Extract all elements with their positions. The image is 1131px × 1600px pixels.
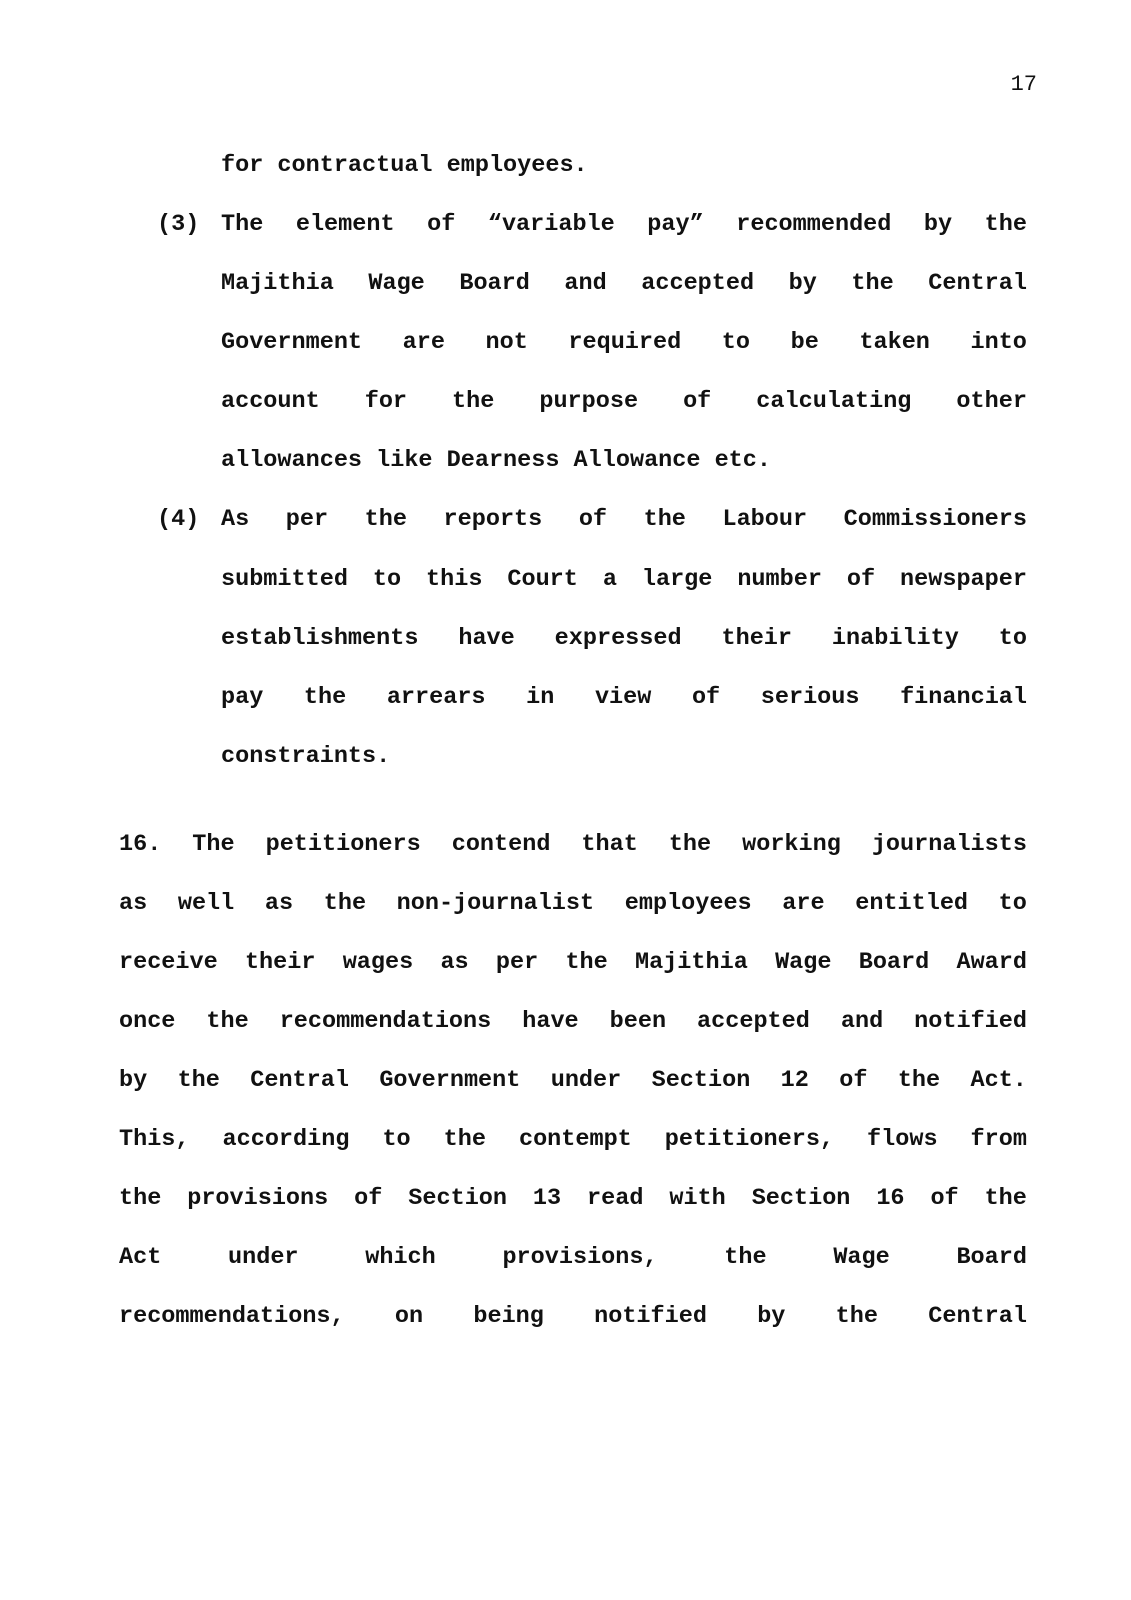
word: the <box>851 270 894 297</box>
word: notified <box>914 1008 1027 1035</box>
word: pay <box>221 684 264 711</box>
word: in <box>526 684 555 711</box>
word: are <box>782 890 825 917</box>
word: the <box>835 1303 878 1330</box>
word: once <box>119 1008 176 1035</box>
word: view <box>594 684 652 711</box>
word: well <box>177 890 235 917</box>
word: their <box>721 625 793 652</box>
word: Court <box>507 566 578 593</box>
word: the <box>897 1067 941 1094</box>
word: contend <box>451 831 551 858</box>
word: the <box>177 1067 220 1094</box>
word: Section <box>651 1067 751 1094</box>
paragraph-16-line <box>119 1184 1027 1214</box>
word: to <box>382 1126 411 1153</box>
word: non-journalist <box>396 890 595 917</box>
word: Section <box>408 1185 507 1212</box>
word: entitled <box>855 890 969 917</box>
word: the <box>452 388 495 415</box>
word: 16. <box>119 831 162 858</box>
word: wages <box>342 949 414 976</box>
word: employees <box>624 890 752 917</box>
word: of <box>683 388 712 415</box>
word: the <box>565 949 608 976</box>
list-item-4-line <box>221 683 1027 713</box>
word: expressed <box>554 625 682 652</box>
word: Commissioners <box>843 506 1027 533</box>
word: Central <box>250 1067 349 1094</box>
word: recommendations <box>279 1008 492 1035</box>
word: into <box>970 329 1027 356</box>
word: Majithia <box>221 270 334 297</box>
word: the <box>206 1008 249 1035</box>
word: Board <box>459 270 530 297</box>
list-continuation-line: for contractual employees. <box>221 152 588 179</box>
list-item-4-line <box>221 565 1027 595</box>
word: required <box>568 329 682 356</box>
word: accepted <box>641 270 755 297</box>
word: establishments <box>221 625 419 652</box>
word: to <box>721 329 751 356</box>
word: for <box>364 388 408 415</box>
word: the <box>643 506 686 533</box>
paragraph-16-line <box>119 948 1027 978</box>
paragraph-16-line <box>119 830 1027 860</box>
word: this <box>426 566 483 593</box>
word: are <box>402 329 445 356</box>
word: financial <box>900 684 1027 711</box>
word: have <box>458 625 515 652</box>
word: Majithia <box>635 949 748 976</box>
word: This, <box>119 1126 190 1153</box>
word: not <box>485 329 528 356</box>
page-number: 17 <box>1010 72 1037 97</box>
word: petitioners <box>265 831 421 858</box>
paragraph-16-line <box>119 1007 1027 1037</box>
word: and <box>564 270 607 297</box>
word: Central <box>928 1303 1027 1330</box>
word: element <box>295 211 395 238</box>
word: Board <box>956 1244 1027 1271</box>
word: of <box>578 506 608 533</box>
word: Act <box>119 1244 162 1271</box>
word: by <box>757 1303 786 1330</box>
list-item-4-marker: (4) <box>157 506 200 533</box>
word: number <box>737 566 822 593</box>
word: provisions, <box>502 1244 658 1271</box>
word: arrears <box>386 684 486 711</box>
word: as <box>440 949 469 976</box>
word: the <box>724 1244 767 1271</box>
word: Section <box>751 1185 851 1212</box>
word: Board <box>858 949 930 976</box>
word: the <box>119 1185 162 1212</box>
paragraph-16-line <box>119 1125 1027 1155</box>
word: Government <box>379 1067 521 1094</box>
word: 13 <box>532 1185 562 1212</box>
word: provisions <box>187 1185 329 1212</box>
list-item-3-line <box>221 210 1027 240</box>
word: by <box>788 270 817 297</box>
word: of <box>930 1185 959 1212</box>
word: per <box>495 949 539 976</box>
word: calculating <box>756 388 912 415</box>
word: Wage <box>775 949 832 976</box>
paragraph-16-line <box>119 1302 1027 1332</box>
word: of <box>354 1185 383 1212</box>
list-item-3-line: allowances like Dearness Allowance etc. <box>221 447 771 474</box>
word: working <box>742 831 841 858</box>
paragraph-16-line <box>119 889 1027 919</box>
word: from <box>970 1126 1027 1153</box>
word: of <box>691 684 721 711</box>
word: under <box>550 1067 622 1094</box>
word: recommendations, <box>119 1303 345 1330</box>
word: by <box>119 1067 148 1094</box>
word: receive <box>119 949 218 976</box>
word: Central <box>928 270 1027 297</box>
word: the <box>303 684 347 711</box>
word: Wage <box>368 270 425 297</box>
word: that <box>581 831 638 858</box>
word: Government <box>221 329 363 356</box>
word: to <box>372 566 402 593</box>
word: inability <box>831 625 959 652</box>
word: the <box>984 1185 1027 1212</box>
list-item-4-line: constraints. <box>221 743 391 770</box>
paragraph-16-line <box>119 1243 1027 1273</box>
word: per <box>285 506 329 533</box>
word: notified <box>594 1303 707 1330</box>
word: been <box>609 1008 667 1035</box>
word: a <box>602 566 617 593</box>
word: accepted <box>697 1008 810 1035</box>
word: be <box>790 329 819 356</box>
word: to <box>998 625 1027 652</box>
word: of <box>839 1067 868 1094</box>
word: purpose <box>539 388 639 415</box>
list-item-4-line <box>221 505 1027 535</box>
word: reports <box>443 506 543 533</box>
word: on <box>394 1303 424 1330</box>
word: pay” <box>647 211 704 238</box>
word: serious <box>760 684 860 711</box>
word: recommended <box>736 211 892 238</box>
word: taken <box>859 329 930 356</box>
word: 12 <box>780 1067 809 1094</box>
word: the <box>984 211 1027 238</box>
word: of <box>427 211 456 238</box>
word: the <box>443 1126 486 1153</box>
list-item-3-line <box>221 269 1027 299</box>
word: by <box>923 211 953 238</box>
word: which <box>365 1244 436 1271</box>
word: submitted <box>221 566 348 593</box>
word: account <box>221 388 320 415</box>
word: Award <box>956 949 1027 976</box>
word: and <box>840 1008 884 1035</box>
word: Wage <box>833 1244 890 1271</box>
paragraph-16-line <box>119 1066 1027 1096</box>
word: the <box>323 890 367 917</box>
word: read <box>587 1185 644 1212</box>
word: newspaper <box>900 566 1027 593</box>
word: as <box>264 890 294 917</box>
word: of <box>846 566 876 593</box>
word: “variable <box>487 211 615 238</box>
word: being <box>473 1303 544 1330</box>
word: according <box>222 1126 350 1153</box>
list-item-4-line <box>221 624 1027 654</box>
word: other <box>956 388 1027 415</box>
word: Act. <box>970 1067 1027 1094</box>
word: As <box>221 506 250 533</box>
word: Labour <box>722 506 808 533</box>
word: The <box>192 831 235 858</box>
word: 16 <box>876 1185 905 1212</box>
word: journalists <box>871 831 1027 858</box>
word: to <box>998 890 1027 917</box>
list-item-3-line <box>221 387 1027 417</box>
word: as <box>119 890 148 917</box>
word: with <box>669 1185 726 1212</box>
word: flows <box>867 1126 938 1153</box>
word: under <box>228 1244 299 1271</box>
word: the <box>364 506 407 533</box>
word: The <box>221 211 264 238</box>
word: their <box>244 949 316 976</box>
word: petitioners, <box>664 1126 835 1153</box>
list-item-3-marker: (3) <box>157 211 200 238</box>
list-item-3-line <box>221 328 1027 358</box>
word: contempt <box>518 1126 632 1153</box>
word: the <box>668 831 712 858</box>
word: large <box>641 566 713 593</box>
word: have <box>522 1008 579 1035</box>
